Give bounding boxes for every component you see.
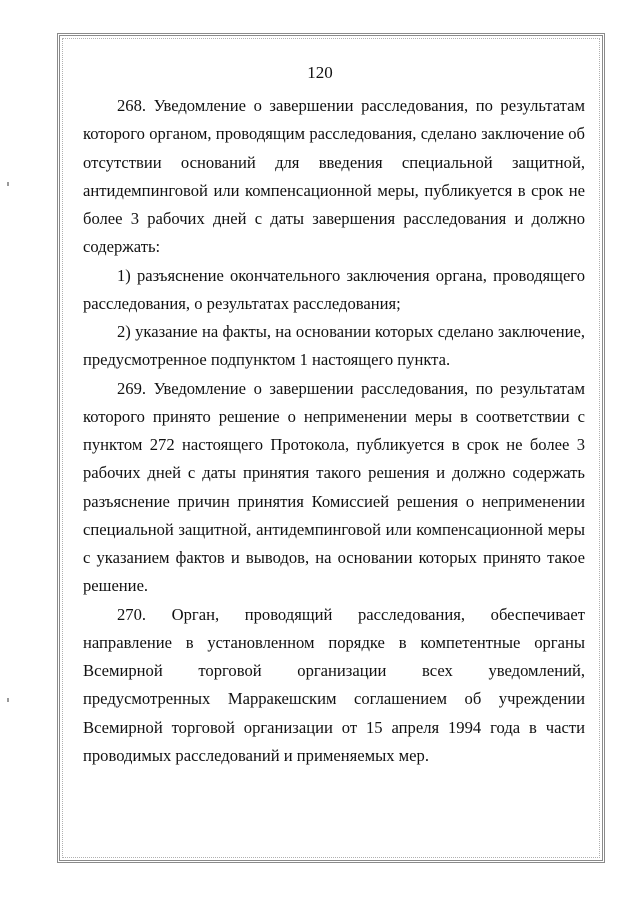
scan-mark-bottom [7, 698, 9, 702]
paragraph-268-item-2: 2) указание на факты, на основании которых сделано заключение, предусмотренное подпунктом 1 настоящего пункта. [83, 322, 585, 370]
document-text [83, 92, 585, 770]
page-number: 120 [307, 63, 333, 82]
paragraph-269: 269. Уведомление о завершении расследования, по результатам которого принято решение о неприменении меры в соответствии с пунктом 272 настоящего Протокола, публикуется в срок не более 3 рабочих дней с даты принятия такого решения и должно содержать разъяснение причин принятия Комиссией решения о неприменении специальной защитной, антидемпинговой или компенсационной меры с указанием фактов и выводов, на основании которых принято такое решение. [83, 378, 585, 596]
paragraph-270: 270. Орган, проводящий расследования, обеспечивает направление в установленном порядке в компетентные органы Всемирной торговой организации всех уведомлений, предусмотренных Марракешским соглашением об учреждении Всемирной торговой организации от 15 апреля 1994 года в части проводимых расследований и применяемых мер. [83, 604, 585, 765]
scan-mark-top [7, 182, 9, 186]
paragraph-268: 268. Уведомление о завершении расследования, по результатам которого органом, проводящим расследования, сделано заключение об отсутствии оснований для введения специальной защитной, антидемпинговой или компенсационной меры, публикуется в срок не более 3 рабочих дней с даты завершения расследования и должно содержать: [83, 96, 585, 257]
paragraph-268-item-1: 1) разъяснение окончательного заключения органа, проводящего расследования, о результатах расследования; [83, 265, 585, 313]
